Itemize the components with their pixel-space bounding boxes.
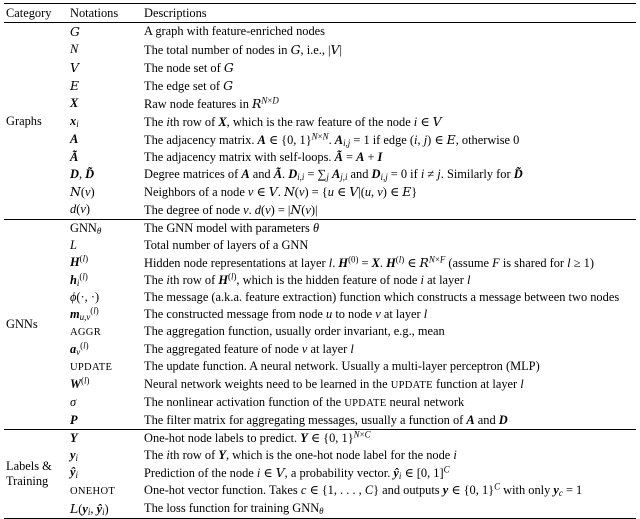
table-row [4, 412, 636, 430]
description-cell: The adjacency matrix with self-loops. Ã = A + I [144, 150, 383, 164]
description-cell: The message (a.k.a. feature extraction) function which constructs a message between two nodes [144, 290, 620, 304]
notation-cell: ONEHOT [70, 486, 116, 497]
notation-cell: V [70, 60, 79, 75]
category-label: GNNs [6, 317, 38, 331]
notation-cell: A [70, 132, 79, 146]
description-cell: The degree of node v. d(v) = |N(v)| [144, 202, 318, 217]
notation-cell: E [70, 78, 80, 93]
col-header-notations: Notations [70, 6, 119, 20]
notation-cell: P [70, 413, 78, 427]
notation-cell: AGGR [70, 327, 102, 338]
notation-cell: N [70, 42, 79, 56]
description-cell: Neighbors of a node v ∈ V. N(v) = {u ∈ V|(u, v) ∈ E} [144, 184, 418, 199]
table-row [4, 149, 636, 166]
notation-cell: ϕ(·, ·) [70, 290, 100, 304]
description-cell: The update function. A neural network. Usually a multi-layer perceptron (MLP) [144, 359, 540, 373]
notation-cell: X [70, 96, 79, 110]
description-cell: The aggregated feature of node v at layer l [144, 342, 354, 356]
table-group [4, 23, 636, 220]
description-cell: The total number of nodes in G, i.e., |V| [144, 42, 342, 57]
description-cell: The ith row of $H^{(l)}$, which is the hidden feature of node i at layer l [144, 272, 471, 287]
table-group [4, 430, 636, 519]
notation-cell: $y_i$ [70, 448, 78, 463]
table-row [4, 77, 636, 95]
description-cell: Prediction of the node i ∈ V, a probability vector. $ŷ_i$ ∈ [0, 1]$^C$ [144, 464, 450, 481]
description-cell: Hidden node representations at layer l. $H^{(0)} = X$. $H^{(l)}$ ∈ $R^{N\times F}$ (assume F is shared for l ≥ 1) [144, 254, 594, 270]
notation-cell: $W^{(l)}$ [70, 375, 90, 391]
description-cell: The edge set of G [144, 78, 234, 93]
category-label: Labels & Training [6, 459, 52, 488]
notation-cell: $GNN_\theta$ [70, 221, 102, 236]
table-row [4, 289, 636, 306]
notation-cell: $H^{(l)}$ [70, 253, 89, 269]
table-row [4, 166, 636, 183]
description-cell: The filter matrix for aggregating messages, usually a function of A and D [144, 413, 508, 427]
table-row [4, 201, 636, 220]
description-cell: Neural network weights need to be learned in the UPDATE function at layer l [144, 377, 524, 391]
description-cell: The node set of G [144, 60, 234, 75]
notation-cell: Ã [70, 150, 79, 164]
table-row [4, 376, 636, 394]
notation-cell: UPDATE [70, 362, 113, 373]
description-cell: The aggregation function, usually order invariant, e.g., mean [144, 324, 445, 338]
description-cell: The loss function for training $GNN_\theta$ [144, 501, 324, 516]
header-row [4, 4, 636, 23]
description-cell: One-hot vector function. Takes c ∈ {1, . . . , C} and outputs y ∈ {0, 1}$^C$ with only $y_c = 1$ [144, 482, 583, 498]
table-row [4, 500, 636, 519]
notation-cell: L [70, 238, 77, 252]
description-cell: The ith row of Y, which is the one-hot node label for the node i [144, 448, 457, 462]
description-cell: The GNN model with parameters θ [144, 221, 320, 235]
description-cell: The constructed message from node u to node v at layer l [144, 307, 428, 321]
notation-cell: $h_i^{(l)}$ [70, 271, 88, 288]
table-row [4, 59, 636, 77]
table-row [4, 464, 636, 482]
notation-cell: $m_{u,v}^{(l)}$ [70, 305, 99, 322]
description-cell: Total number of layers of a GNN [144, 238, 309, 252]
table-header [4, 4, 636, 23]
notation-cell: d(v) [70, 202, 90, 216]
notation-table [4, 3, 636, 519]
table-row [4, 272, 636, 289]
notation-cell: $x_i$ [70, 114, 79, 129]
notation-cell: σ [70, 395, 77, 409]
notation-cell: N(v) [70, 184, 95, 199]
description-cell: Raw node features in $R^{N\times D}$ [144, 95, 279, 111]
description-cell: The ith row of X, which is the raw feature of the node i ∈ V [144, 114, 442, 129]
description-cell: A graph with feature-enriched nodes [144, 24, 325, 38]
table-row [4, 131, 636, 149]
table-row [4, 341, 636, 358]
table-row [4, 306, 636, 323]
notation-cell: Y [70, 431, 78, 445]
table-group [4, 220, 636, 430]
table-row [4, 95, 636, 113]
table-row [4, 41, 636, 59]
description-cell: One-hot node labels to predict. Y ∈ {0, 1}$^{N\times C}$ [144, 429, 371, 445]
table-row [4, 323, 636, 341]
notation-cell: D, D̃ [70, 167, 95, 181]
table-row [4, 482, 636, 500]
table-row [4, 254, 636, 272]
notation-cell: $L(y_i$, $ŷ_i$) [70, 501, 109, 517]
table-row [4, 394, 636, 412]
table-row [4, 23, 636, 42]
notation-cell: G [70, 24, 80, 39]
table-row [4, 183, 636, 201]
table-row [4, 447, 636, 464]
table-row [4, 237, 636, 254]
category-label: Graphs [6, 113, 42, 128]
col-header-category: Category [6, 6, 52, 20]
description-cell: The adjacency matrix. A ∈ {0, 1}$^{N\times N}$. $A_{i,j} = 1$ if edge (i, j) ∈ E, otherwise 0 [144, 131, 520, 148]
notation-cell: $ŷ_i$ [70, 465, 78, 480]
table-row [4, 358, 636, 376]
description-cell: The nonlinear activation function of the UPDATE neural network [144, 395, 465, 409]
notation-cell: $a_v^{(l)}$ [70, 340, 89, 357]
description-cell: Degree matrices of A and Ã. $D_{i,i} = \sum_j$ $A_{j,i}$ and $D_{i,j} = 0$ if i ≠ j. Similarly for D̃ [144, 167, 523, 182]
table-row [4, 430, 636, 448]
table-row [4, 113, 636, 131]
col-header-descriptions: Descriptions [144, 6, 207, 20]
table-row [4, 220, 636, 238]
